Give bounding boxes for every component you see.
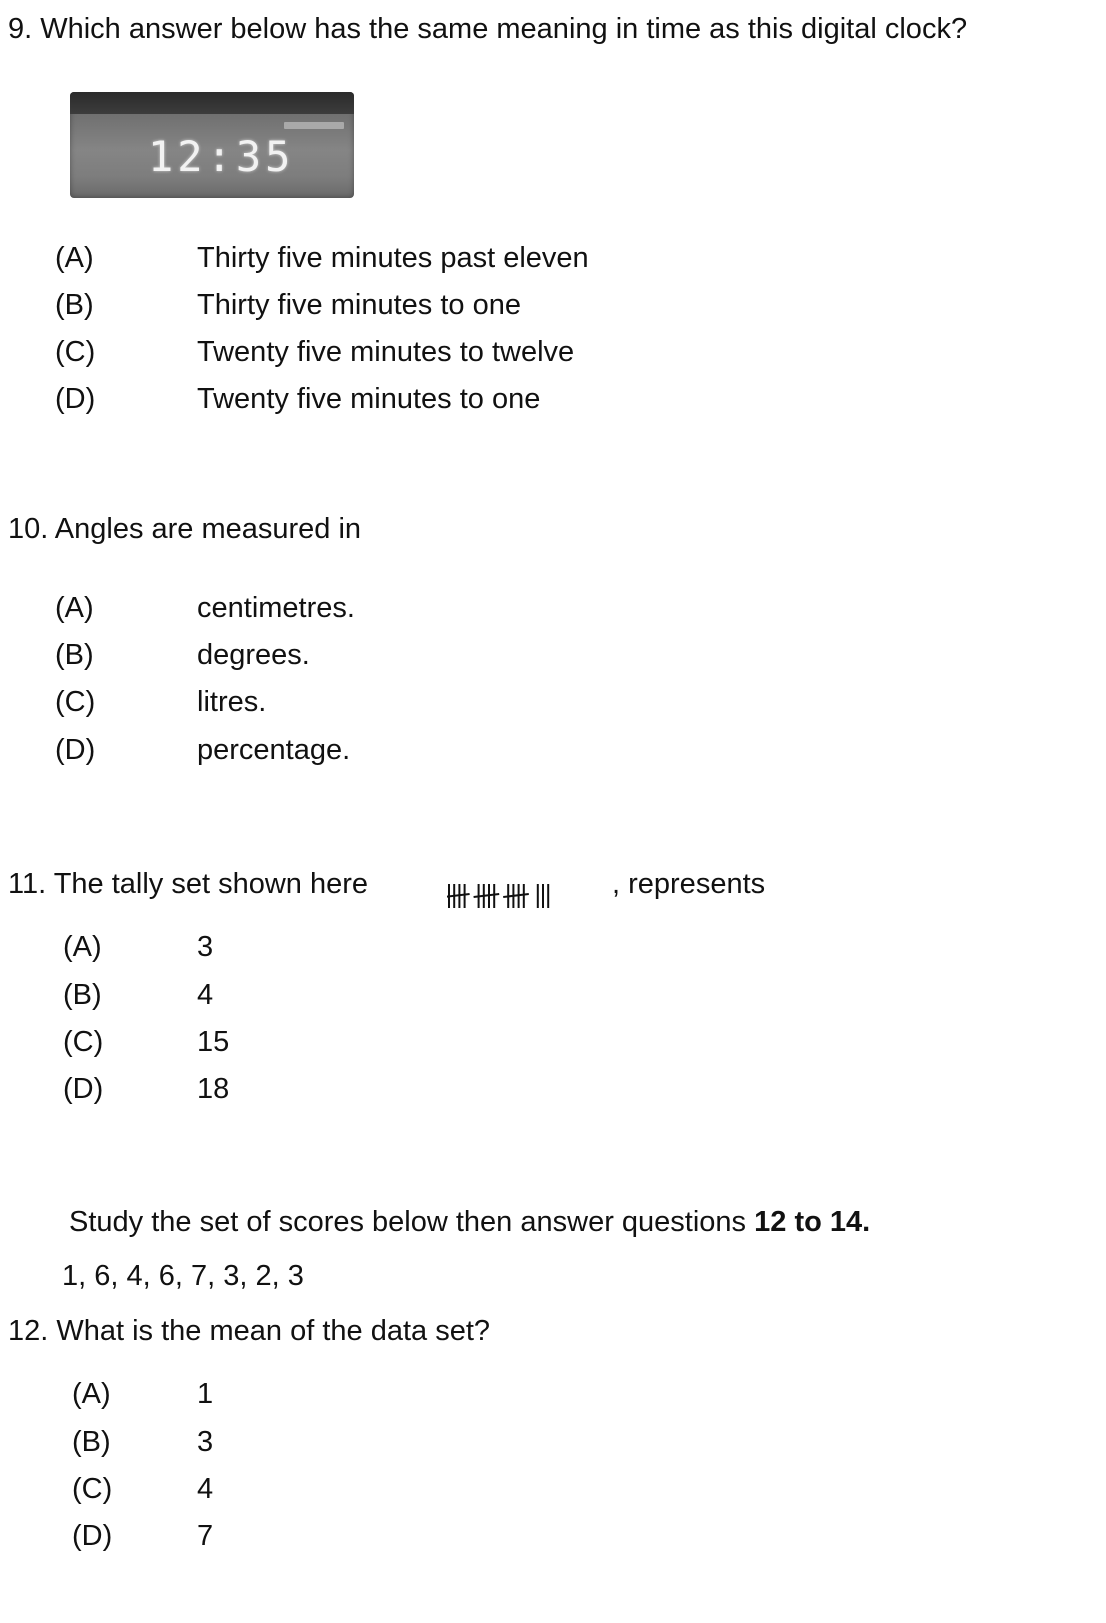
- q11-option-b-letter: (B): [63, 979, 102, 1011]
- q11-option-a-text: 3: [197, 931, 214, 963]
- question-11-suffix: , represents: [612, 868, 766, 900]
- q10-option-a-letter: (A): [55, 592, 94, 624]
- q9-option-c-letter: (C): [55, 336, 96, 368]
- q10-option-b-letter: (B): [55, 639, 94, 671]
- clock-body: [70, 92, 354, 198]
- clock-top-bezel: [70, 92, 354, 114]
- q12-option-d-text: 7: [197, 1520, 214, 1552]
- tally-cross-stroke: [447, 894, 470, 897]
- question-10-text: 10. Angles are measured in: [8, 513, 362, 545]
- question-12-text: 12. What is the mean of the data set?: [8, 1315, 491, 1347]
- tally-cross-stroke: [474, 894, 500, 897]
- q12-option-b-letter: (B): [72, 1426, 111, 1458]
- study-instruction-text: Study the set of scores below then answer questions: [69, 1206, 755, 1238]
- tally-cross-stroke: [503, 894, 529, 897]
- q9-option-b-letter: (B): [55, 289, 94, 321]
- q9-option-a-letter: (A): [55, 242, 94, 274]
- q10-option-d-text: percentage.: [197, 734, 351, 766]
- tally-marks-image: [447, 882, 619, 912]
- q11-option-c-letter: (C): [63, 1026, 104, 1058]
- q10-option-c-letter: (C): [55, 686, 96, 718]
- clock-digits: 12:35: [148, 132, 295, 181]
- q11-option-d-letter: (D): [63, 1073, 104, 1105]
- q12-option-c-text: 4: [197, 1473, 214, 1505]
- q10-option-a-text: centimetres.: [197, 592, 355, 624]
- q11-option-a-letter: (A): [63, 931, 102, 963]
- q12-option-b-text: 3: [197, 1426, 214, 1458]
- question-11-text: 11. The tally set shown here: [8, 868, 369, 900]
- q10-option-d-letter: (D): [55, 734, 96, 766]
- q9-option-b-text: Thirty five minutes to one: [197, 289, 521, 321]
- scores-list: 1, 6, 4, 6, 7, 3, 2, 3: [62, 1260, 304, 1292]
- q10-option-b-text: degrees.: [197, 639, 310, 671]
- q12-option-a-text: 1: [197, 1378, 214, 1410]
- study-instruction-bold: 12 to 14.: [754, 1206, 871, 1238]
- q9-option-d-text: Twenty five minutes to one: [197, 383, 541, 415]
- digital-clock-image: [64, 86, 360, 205]
- question-9-text: 9. Which answer below has the same meaning in time as this digital clock?: [8, 13, 968, 45]
- clock-brand-label: [284, 122, 344, 129]
- q12-option-d-letter: (D): [72, 1520, 113, 1552]
- q9-option-d-letter: (D): [55, 383, 96, 415]
- q11-option-c-text: 15: [197, 1026, 230, 1058]
- q12-option-c-letter: (C): [72, 1473, 113, 1505]
- q12-option-a-letter: (A): [72, 1378, 111, 1410]
- q11-option-b-text: 4: [197, 979, 214, 1011]
- study-instruction: [69, 1208, 870, 1237]
- q10-option-c-text: litres.: [197, 686, 267, 718]
- q9-option-a-text: Thirty five minutes past eleven: [197, 242, 589, 274]
- q9-option-c-text: Twenty five minutes to twelve: [197, 336, 575, 368]
- q11-option-d-text: 18: [197, 1073, 230, 1105]
